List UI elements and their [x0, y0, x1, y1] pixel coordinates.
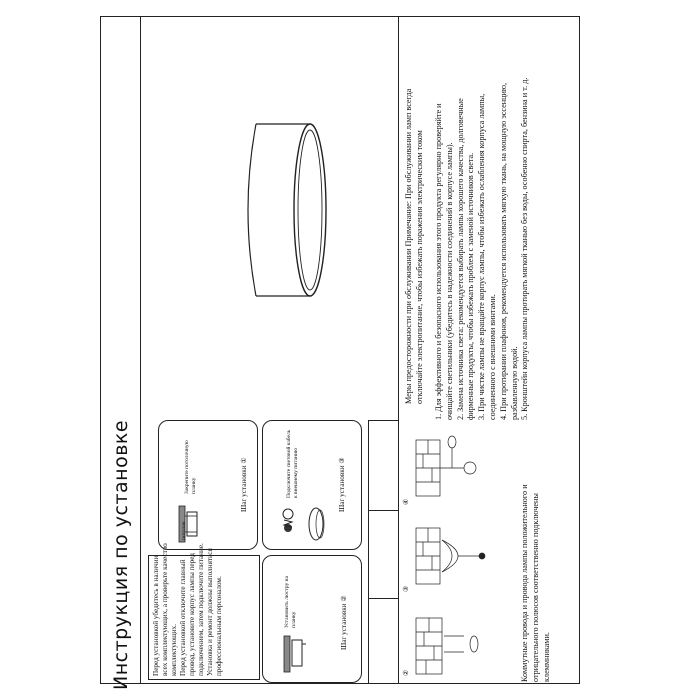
step-label-3: Шаг установки ③ [338, 457, 346, 512]
wiring-note [520, 484, 552, 682]
intro-line: всех комплектующих, а проверьте качество [161, 543, 169, 676]
variant4-hanger-drawing [412, 432, 492, 504]
intro-line: Установка и ремонт должны выполняться [206, 548, 214, 676]
variant-div-2 [368, 598, 398, 599]
safety-line: Меры предосторожности при обслуживании Примечание: При обслуживании ламп всегда [404, 88, 413, 404]
caption-line: планку [291, 611, 297, 628]
note-line: Коммутные провода и провода лампы положительного и [520, 484, 529, 682]
maintenance-line: очищайте светильники (убедитесь в надежности соединений в корпусе лампы). [444, 142, 454, 420]
step-label-2: Шаг установки ② [340, 595, 348, 650]
maintenance-line: 5. Кронштейн корпуса лампы протирать мягкой тканью без воды, особенно спирта, бензина и т. д. [520, 77, 530, 420]
variant-div-1 [368, 510, 398, 511]
maintenance-line: 1. Для эффективного и безопасного использования этого продукта регулярно проверяйте и [434, 103, 443, 420]
variant-left-line [368, 420, 369, 684]
column-divider [398, 16, 399, 684]
safety-line: отключайте электропитание, чтобы избежать поражения электрическим током [414, 130, 424, 404]
caption-line: Установить люстру на [284, 575, 290, 628]
step-caption-1 [184, 440, 198, 494]
intro-line: Перед установкой отключите главный [179, 559, 187, 676]
title-divider [140, 16, 141, 684]
variant-marker-2: ② [402, 669, 410, 676]
variant-marker-3: ③ [402, 585, 410, 592]
page-title: Инструкция по установке [110, 419, 132, 690]
variant3-hanger-drawing [412, 520, 492, 592]
variant-top-line [368, 420, 398, 421]
variant-marker-4: ④ [402, 498, 410, 505]
step2-install-drawing [280, 630, 330, 676]
step-label-1: Шаг установки ① [240, 457, 248, 512]
maintenance-line: 2. Замена источника света: рекомендуется выбирать лампы хорошего качества, долговечные [455, 98, 465, 420]
note-line: отрицательного полюсов соответственно подключены [530, 493, 540, 682]
maintenance-line: 4. При протирании плафонов, рекомендуется использовать мягкую ткань, на мощную эссенцию, [498, 82, 508, 420]
intro-line: комплектующих. [170, 624, 178, 676]
maintenance-line: разбавленную водой. [509, 346, 519, 420]
maintenance-list [434, 78, 531, 420]
variant2-hardware-drawing [412, 612, 492, 680]
caption-line: к внешнему питанию [293, 447, 299, 498]
step3-wiring-drawing [276, 500, 332, 546]
maintenance-line: соединенного с внешними винтами. [487, 294, 497, 420]
maintenance-line: 3. При чистке лампы не вращайте корпус лампы, чтобы избежать ослабления корпуса лампы, [477, 93, 487, 420]
intro-line: провод, установите корпус лампы перед [188, 553, 196, 676]
intro-line: Перед установкой убедитесь в наличии [152, 555, 160, 676]
intro-line: профессиональным персоналом. [215, 576, 223, 676]
note-line: клеммниками. [541, 632, 551, 682]
intro-line: подключением, затем подключите питание. [197, 543, 205, 676]
maintenance-line: фирменные продукты, чтобы избежать проблем с заменой источников света. [466, 152, 476, 420]
lamp-drawing [236, 110, 356, 310]
caption-line: Подключите световой кабель [286, 429, 292, 498]
step-caption-3 [286, 430, 300, 498]
caption-line: планку [191, 477, 197, 494]
step-caption-2 [284, 576, 298, 628]
safety-note [404, 89, 426, 404]
ceiling-label: потолок [181, 521, 187, 540]
intro-text [152, 543, 224, 676]
caption-line: Закрепите потолочную [184, 440, 190, 494]
